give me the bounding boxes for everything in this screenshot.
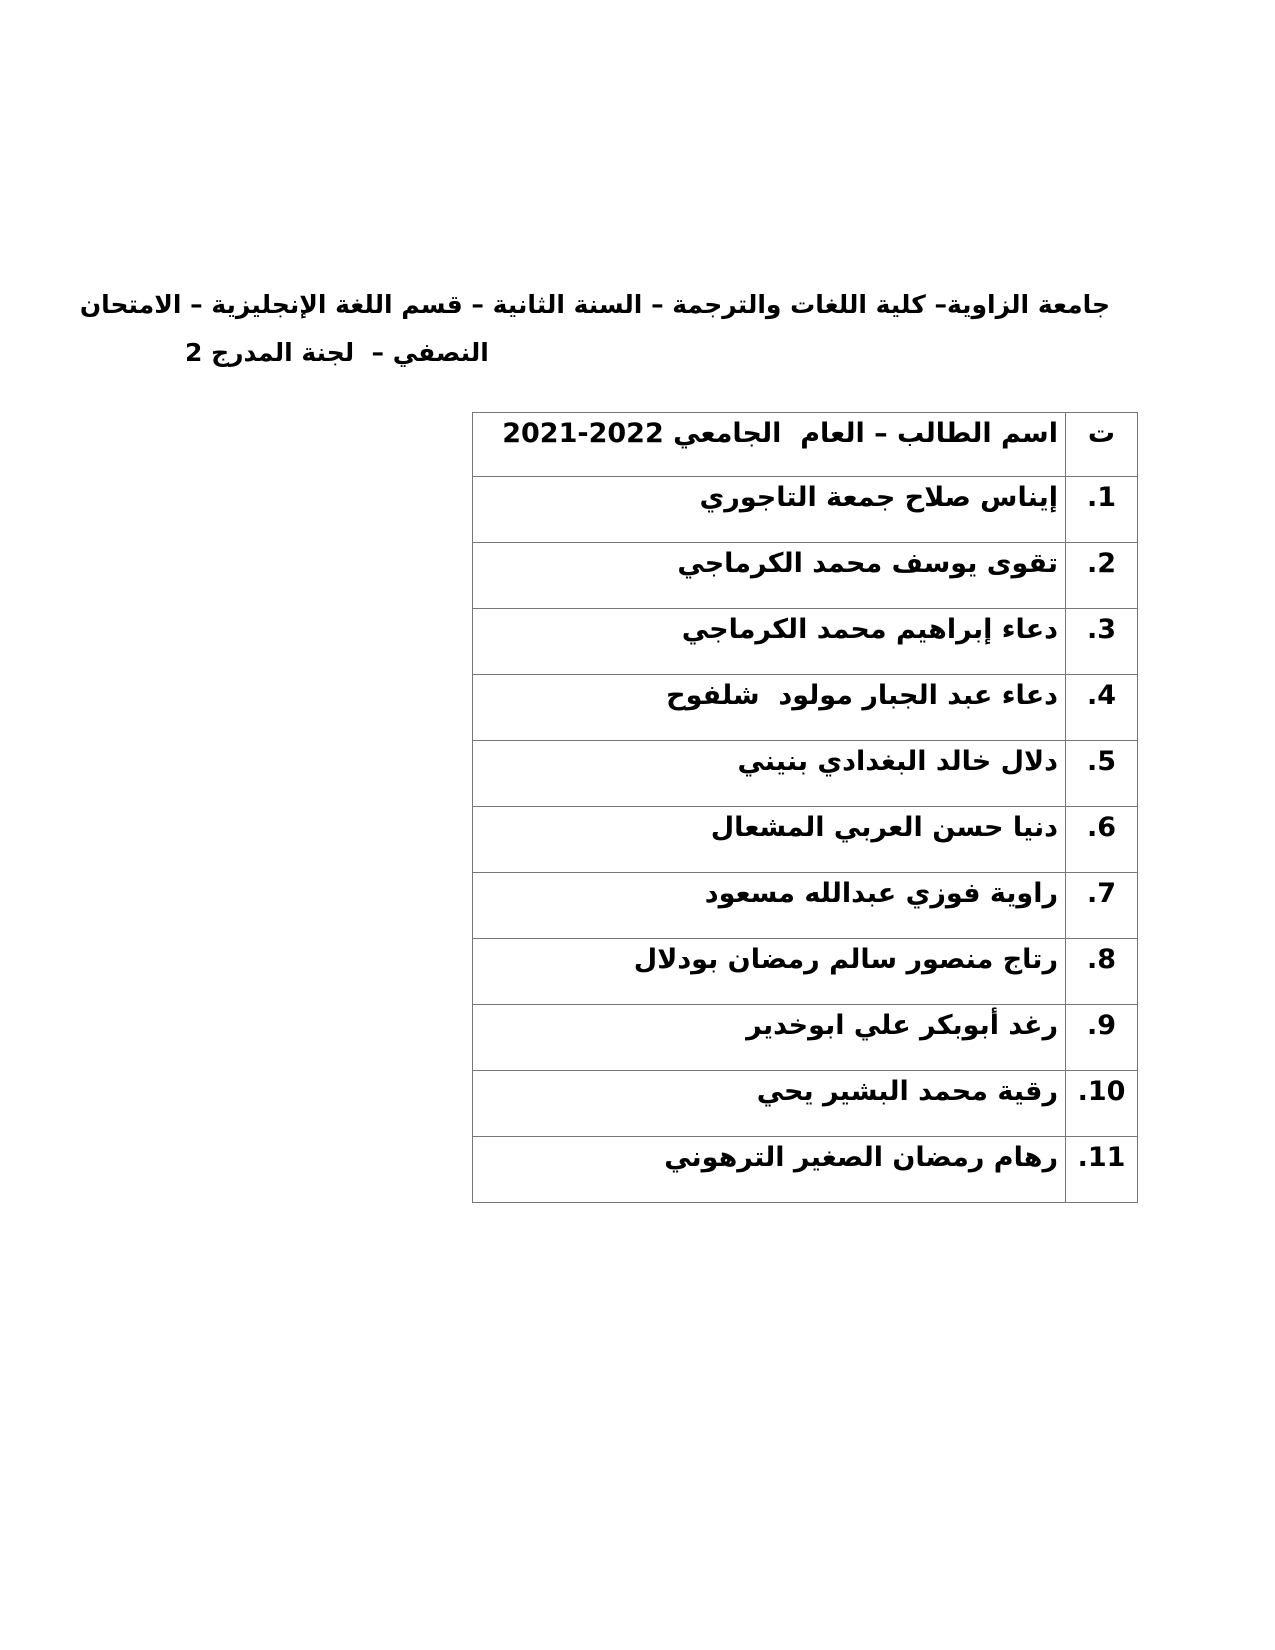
student-name-cell: رهام رمضان الصغير الترهوني <box>473 1137 1066 1203</box>
row-number-cell: 5. <box>1066 741 1138 807</box>
header-line-1: جامعة الزاوية– كلية اللغات والترجمة – السنة الثانية – قسم اللغة الإنجليزية – الامتحان <box>79 290 1110 319</box>
table-row <box>473 807 1138 873</box>
row-number-cell: 8. <box>1066 939 1138 1005</box>
row-number-cell: 9. <box>1066 1005 1138 1071</box>
row-number-cell: 7. <box>1066 873 1138 939</box>
row-number-cell: 2. <box>1066 543 1138 609</box>
header-line-2: النصفي – لجنة المدرج 2 <box>185 338 489 367</box>
row-number-cell: 3. <box>1066 609 1138 675</box>
table-header-row <box>473 413 1138 477</box>
row-number-cell: 10. <box>1066 1071 1138 1137</box>
table-row <box>473 675 1138 741</box>
table-row <box>473 543 1138 609</box>
student-name-cell: تقوى يوسف محمد الكرماجي <box>473 543 1066 609</box>
table-row <box>473 477 1138 543</box>
student-name-cell: رقية محمد البشير يحي <box>473 1071 1066 1137</box>
row-number-cell: 4. <box>1066 675 1138 741</box>
student-name-cell: دعاء عبد الجبار مولود شلفوح <box>473 675 1066 741</box>
student-name-cell: راوية فوزي عبدالله مسعود <box>473 873 1066 939</box>
document-header <box>79 281 1110 377</box>
table-row <box>473 1137 1138 1203</box>
student-name-cell: رغد أبوبكر علي ابوخدير <box>473 1005 1066 1071</box>
table-row <box>473 741 1138 807</box>
column-header-number: ت <box>1066 413 1138 477</box>
column-header-student-name: اسم الطالب – العام الجامعي 2022-2021 <box>473 413 1066 477</box>
table-row <box>473 873 1138 939</box>
row-number-cell: 6. <box>1066 807 1138 873</box>
student-name-cell: دنيا حسن العربي المشعال <box>473 807 1066 873</box>
student-name-cell: إيناس صلاح جمعة التاجوري <box>473 477 1066 543</box>
student-name-cell: دلال خالد البغدادي بنيني <box>473 741 1066 807</box>
table-row <box>473 1071 1138 1137</box>
table-row <box>473 939 1138 1005</box>
table-row <box>473 609 1138 675</box>
row-number-cell: 11. <box>1066 1137 1138 1203</box>
student-name-cell: دعاء إبراهيم محمد الكرماجي <box>473 609 1066 675</box>
student-name-cell: رتاج منصور سالم رمضان بودلال <box>473 939 1066 1005</box>
students-table <box>472 412 1138 1203</box>
row-number-cell: 1. <box>1066 477 1138 543</box>
table-row <box>473 1005 1138 1071</box>
